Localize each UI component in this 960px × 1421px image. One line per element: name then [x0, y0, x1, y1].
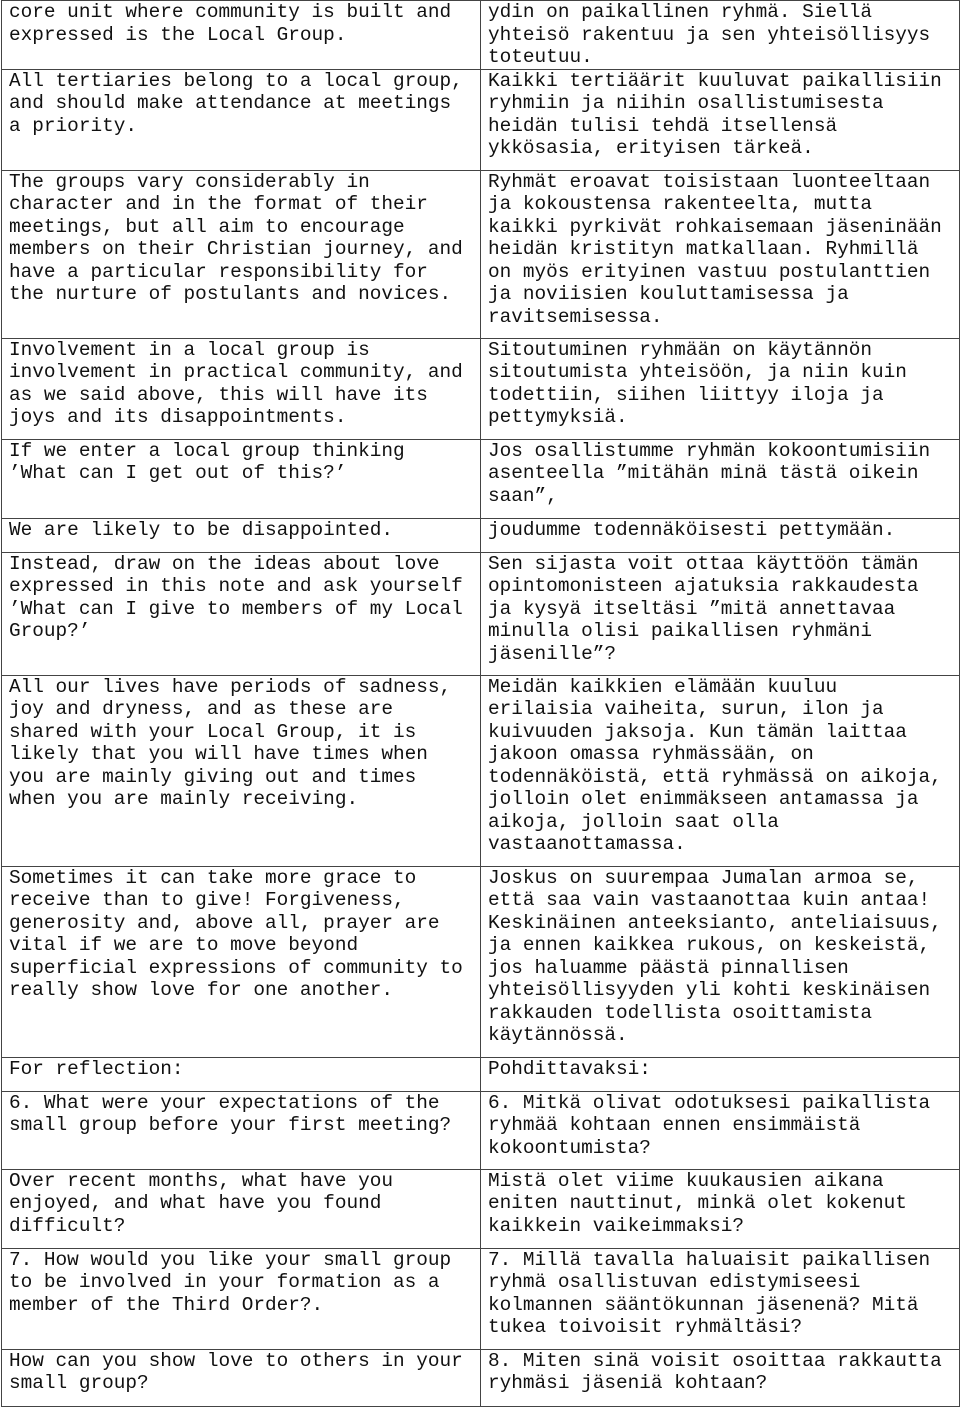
english-cell: We are likely to be disappointed. — [2, 518, 481, 552]
finnish-cell: joudumme todennäköisesti pettymään. — [481, 518, 960, 552]
english-cell: Sometimes it can take more grace to receive than to give! Forgiveness, generosity and, above all, prayer are vital if we are to move beyond superficial expressions of community to really show love for one another. — [2, 866, 481, 1057]
finnish-cell: 7. Millä tavalla haluaisit paikallisen ryhmä osallistuvan edistymiseesi kolmannen sääntökunnan jäsenenä? Mitä tukea toivoisit ryhmältäsi? — [481, 1248, 960, 1349]
table-row — [2, 1091, 960, 1169]
english-cell: The groups vary considerably in character and in the format of their meetings, but all aim to encourage members on their Christian journey, and have a particular responsibility for the nurture of postulants and novices. — [2, 170, 481, 338]
table-row — [2, 69, 960, 170]
table-row — [2, 1169, 960, 1248]
table-row — [2, 1248, 960, 1349]
english-cell: core unit where community is built and expressed is the Local Group. — [2, 1, 481, 70]
table-row — [2, 1349, 960, 1406]
finnish-cell: Pohdittavaksi: — [481, 1057, 960, 1091]
finnish-cell: Ryhmät eroavat toisistaan luonteeltaan ja kokoustensa rakenteelta, mutta kaikki pyrkivät rohkaisemaan jäseninään heidän kristityn matkallaan. Ryhmillä on myös erityinen vastuu postulanttien ja noviisien kouluttamisessa ja ravitsemisessa. — [481, 170, 960, 338]
table-row — [2, 1057, 960, 1091]
table-row — [2, 866, 960, 1057]
finnish-cell: Mistä olet viime kuukausien aikana eniten nauttinut, minkä olet kokenut kaikkein vaikeimmaksi? — [481, 1169, 960, 1248]
finnish-cell: 8. Miten sinä voisit osoittaa rakkautta ryhmäsi jäseniä kohtaan? — [481, 1349, 960, 1406]
english-cell: Instead, draw on the ideas about love expressed in this note and ask yourself ’What can I give to members of my Local Group?’ — [2, 552, 481, 675]
table-row — [2, 552, 960, 675]
table-row — [2, 518, 960, 552]
table-row — [2, 675, 960, 866]
finnish-cell: ydin on paikallinen ryhmä. Siellä yhteisö rakentuu ja sen yhteisöllisyys toteutuu. — [481, 1, 960, 70]
english-cell: 6. What were your expectations of the small group before your first meeting? — [2, 1091, 481, 1169]
english-cell: For reflection: — [2, 1057, 481, 1091]
table-row — [2, 1, 960, 70]
finnish-cell: 6. Mitkä olivat odotuksesi paikallista ryhmää kohtaan ennen ensimmäistä kokoontumista? — [481, 1091, 960, 1169]
finnish-cell: Sitoutuminen ryhmään on käytännön sitoutumista yhteisöön, ja niin kuin todettiin, siihen liittyy iloja ja pettymyksiä. — [481, 338, 960, 439]
finnish-cell: Kaikki tertiäärit kuuluvat paikallisiin ryhmiin ja niihin osallistumisesta heidän tulisi tehdä itsellensä ykkösasia, erityisen tärkeä. — [481, 69, 960, 170]
bilingual-text-table — [1, 0, 960, 1407]
english-cell: Involvement in a local group is involvement in practical community, and as we said above, this will have its joys and its disappointments. — [2, 338, 481, 439]
english-cell: 7. How would you like your small group to be involved in your formation as a member of the Third Order?. — [2, 1248, 481, 1349]
english-cell: If we enter a local group thinking ’What can I get out of this?’ — [2, 439, 481, 518]
english-cell: All tertiaries belong to a local group, and should make attendance at meetings a priority. — [2, 69, 481, 170]
english-cell: All our lives have periods of sadness, joy and dryness, and as these are shared with your Local Group, it is likely that you will have times when you are mainly giving out and times when you are mainly receiving. — [2, 675, 481, 866]
finnish-cell: Meidän kaikkien elämään kuuluu erilaisia vaiheita, surun, ilon ja kuivuuden jaksoja. Kun tämän laittaa jakoon omassa ryhmässään, on todennäköistä, että ryhmässä on aikoja, jolloin olet enimmäkseen antamassa ja aikoja, jolloin saat olla vastaanottamassa. — [481, 675, 960, 866]
english-cell: Over recent months, what have you enjoyed, and what have you found difficult? — [2, 1169, 481, 1248]
finnish-cell: Joskus on suurempaa Jumalan armoa se, että saa vain vastaanottaa kuin antaa! Keskinäinen anteeksianto, anteliaisuus, ja ennen kaikkea rukous, on keskeistä, jos haluamme päästä pinnallisen yhteisöllisyyden yli kohti keskinäisen rakkauden todellista osoittamista käytännössä. — [481, 866, 960, 1057]
table-row — [2, 338, 960, 439]
table-row — [2, 439, 960, 518]
finnish-cell: Sen sijasta voit ottaa käyttöön tämän opintomonisteen ajatuksia rakkaudesta ja kysyä itseltäsi ”mitä annettavaa minulla olisi paikallisen ryhmäni jäsenille”? — [481, 552, 960, 675]
finnish-cell: Jos osallistumme ryhmän kokoontumisiin asenteella ”mitähän minä tästä oikein saan”, — [481, 439, 960, 518]
table-row — [2, 170, 960, 338]
english-cell: How can you show love to others in your small group? — [2, 1349, 481, 1406]
